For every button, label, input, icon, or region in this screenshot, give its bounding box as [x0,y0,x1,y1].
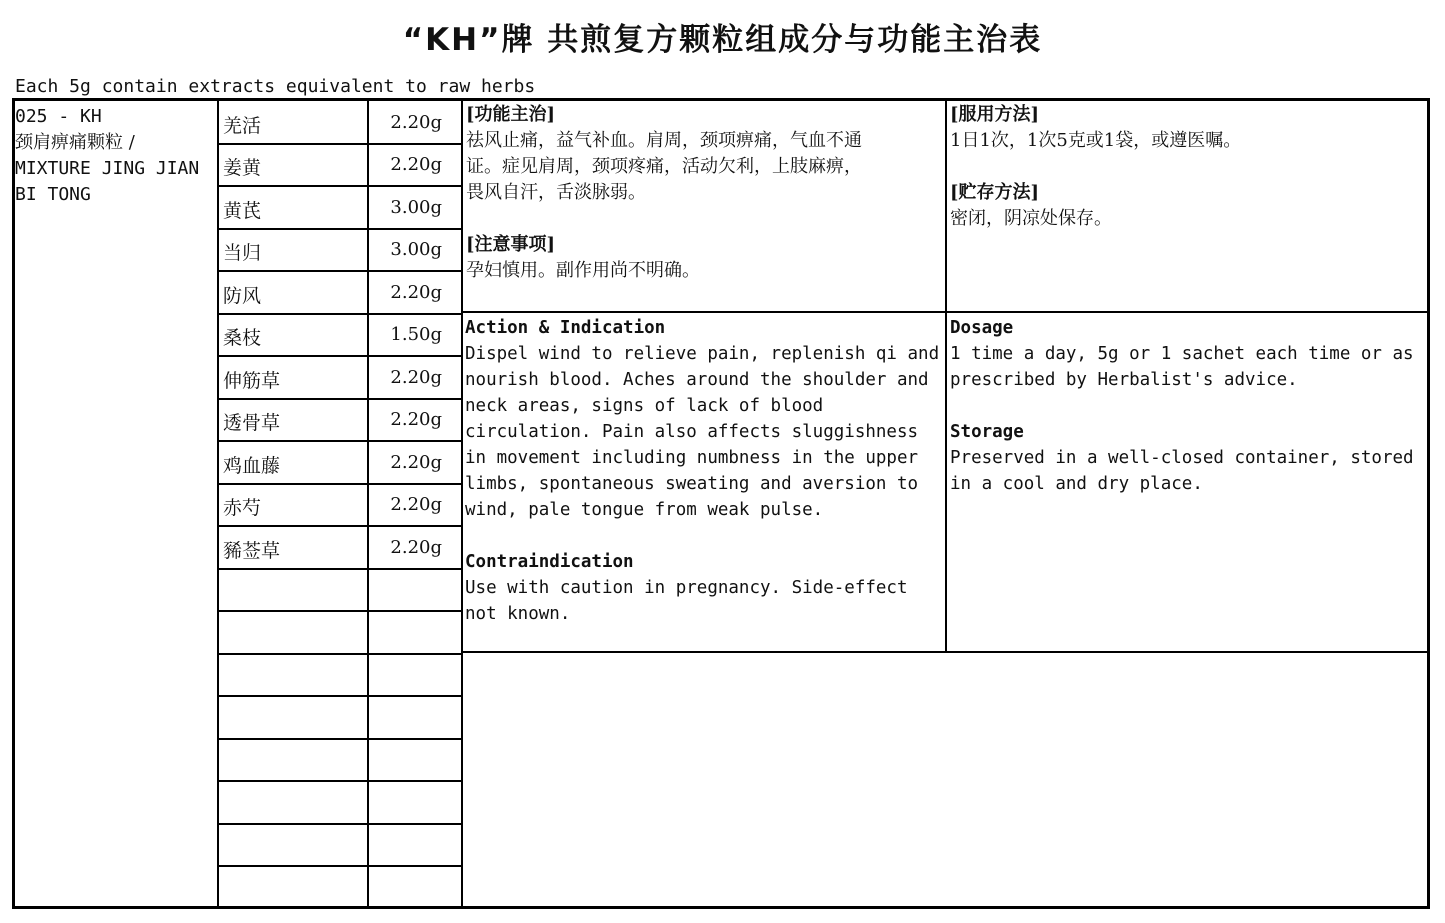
herb-name: 黄芪 [223,200,262,222]
divider-herbs-text [461,100,463,907]
herb-row [220,102,460,144]
herb-name: 桑枝 [223,327,262,349]
cn-dosage-heading: [服用方法] [950,104,1040,125]
cn-action-text: 祛风止痛，益气补血。肩周，颈项痹痛，气血不通 证。症见肩周，颈项疼痛，活动欠利，上肢麻痹， 畏风自汗，舌淡脉弱。 [466,130,862,203]
herb-name: 防风 [223,285,262,307]
herb-row-divider [217,865,463,867]
en-action-heading: Action & Indication [465,318,666,338]
herb-row [220,229,460,271]
herb-dose: 3.00g [390,197,442,218]
cn-dosage-text: 1日1次，1次5克或1袋，或遵医嘱。 [950,130,1242,151]
product-code: 025 - KH [15,106,102,127]
en-contra-heading: Contraindication [465,552,634,572]
herb-dose: 2.20g [390,537,442,558]
divider-en-bottom [461,651,1428,653]
herb-row [220,314,460,356]
cn-storage-heading: [贮存方法] [950,182,1040,203]
herb-dose: 2.20g [390,154,442,175]
herb-row [220,357,460,399]
herb-row-divider [217,653,463,655]
page-title: “KH”牌 共煎复方颗粒组成分与功能主治表 [402,22,1043,58]
herb-name: 羌活 [223,115,262,137]
cn-action-section [466,102,944,284]
herb-name: 豨莶草 [223,540,281,562]
en-action-text: Dispel wind to relieve pain, replenish qi and nourish blood. Aches around the shoulder and neck areas, signs of lack of blood circulation. Pain also affects sluggishness in movement including numbness in the upper limbs, spontaneous sweating and aversion to wind, pale tongue from weak pulse. [465,344,940,520]
herb-name: 鸡血藤 [223,455,281,477]
herb-name: 当归 [223,242,262,264]
divider-code-herbs [217,100,219,907]
en-dosage-section [950,315,1425,497]
product-name-en-2: BI TONG [15,184,91,205]
herb-name: 透骨草 [223,412,281,434]
herb-dose: 2.20g [390,409,442,430]
herb-row [220,484,460,526]
herb-row-divider [217,695,463,697]
en-storage-heading: Storage [950,422,1024,442]
herb-row-divider [217,738,463,740]
herb-row-divider [217,780,463,782]
en-dosage-heading: Dosage [950,318,1014,338]
herb-name: 伸筋草 [223,370,281,392]
herb-dose: 1.50g [390,324,442,345]
herb-dose: 2.20g [390,282,442,303]
en-contra-text: Use with caution in pregnancy. Side-effect not known. [465,578,908,624]
en-action-section [465,315,945,627]
herb-name: 赤芍 [223,497,262,519]
en-dosage-text: 1 time a day, 5g or 1 sachet each time or as prescribed by Herbalist's advice. [950,344,1414,390]
subtitle: Each 5g contain extracts equivalent to raw herbs [15,76,536,97]
product-info [15,104,215,208]
herb-dose: 2.20g [390,494,442,515]
cn-caution-text: 孕妇慎用。副作用尚不明确。 [466,260,700,281]
divider-cn-en [461,311,1428,313]
cn-storage-text: 密闭，阴凉处保存。 [950,208,1112,229]
product-name-en: MIXTURE JING JIAN [15,158,200,179]
herb-row [220,187,460,229]
herb-row [220,272,460,314]
herb-row [220,399,460,441]
cn-caution-heading: [注意事项] [466,234,556,255]
herb-row [220,527,460,569]
herb-dose: 3.00g [390,239,442,260]
herb-row [220,442,460,484]
en-storage-text: Preserved in a well-closed container, stored in a cool and dry place. [950,448,1414,494]
herb-row [220,144,460,186]
herb-dose: 2.20g [390,112,442,133]
cn-dosage-section [950,102,1425,232]
herb-dose: 2.20g [390,452,442,473]
herb-dose: 2.20g [390,367,442,388]
herb-name: 姜黄 [223,157,262,179]
herb-row-divider [217,823,463,825]
cn-action-heading: [功能主治] [466,104,556,125]
product-name-cn: 颈肩痹痛颗粒 / [15,132,135,153]
herb-row-divider [217,610,463,612]
divider-text-columns [945,100,947,653]
